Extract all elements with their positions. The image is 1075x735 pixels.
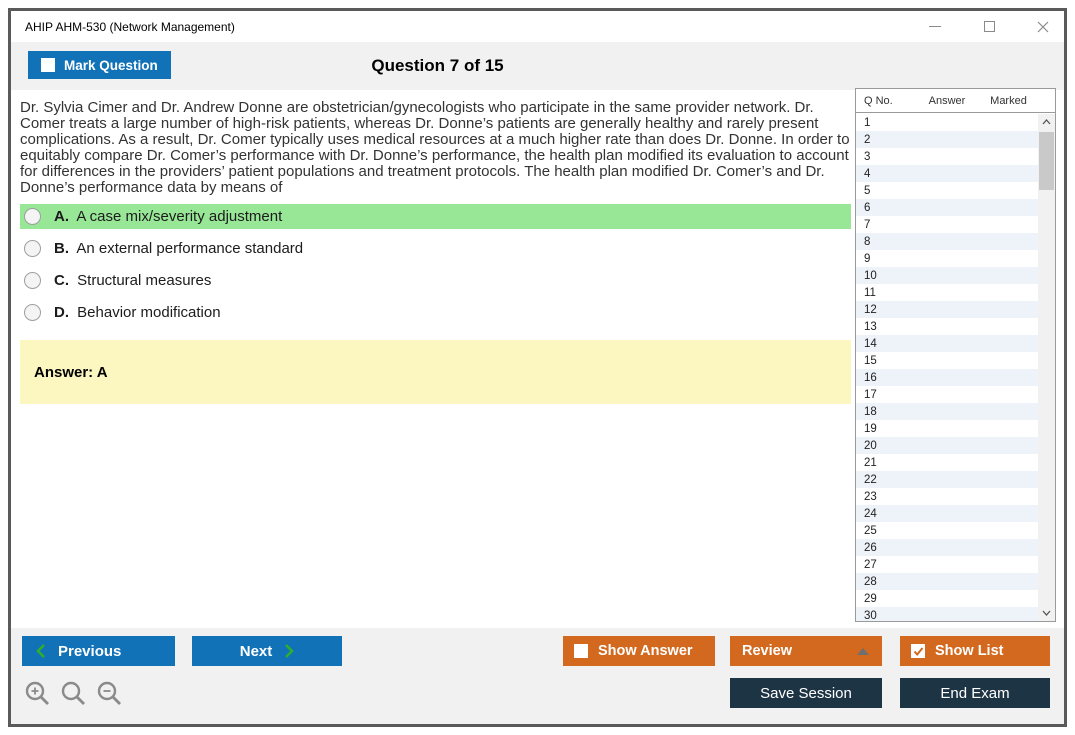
question-list-row[interactable] [856, 471, 1038, 488]
q-cell-no: 14 [864, 337, 877, 350]
question-counter: Question 7 of 15 [371, 56, 504, 75]
next-label: Next [239, 642, 273, 660]
q-cell-no: 21 [864, 456, 877, 469]
radio-button[interactable] [24, 304, 41, 321]
question-list-row[interactable] [856, 318, 1038, 335]
zoom-reset-icon[interactable] [60, 680, 87, 707]
question-list-row[interactable] [856, 131, 1038, 148]
q-cell-no: 2 [864, 133, 871, 146]
checkmark-icon [913, 646, 924, 657]
window-controls [928, 11, 1050, 42]
scroll-down-button[interactable] [1038, 605, 1055, 621]
show-list-button[interactable] [900, 636, 1050, 666]
end-exam-label: End Exam [940, 684, 1010, 702]
question-list-row[interactable] [856, 250, 1038, 267]
main-area [11, 90, 1064, 628]
q-cell-no: 27 [864, 558, 877, 571]
q-cell-no: 30 [864, 609, 877, 621]
previous-button[interactable] [22, 636, 175, 666]
column-header-answer: Answer [928, 94, 966, 107]
review-label: Review [742, 643, 792, 659]
q-cell-no: 3 [864, 150, 871, 163]
radio-button[interactable] [24, 240, 41, 257]
answer-option-b[interactable] [20, 236, 851, 261]
question-list-row[interactable] [856, 199, 1038, 216]
question-list-row[interactable] [856, 114, 1038, 131]
q-cell-no: 18 [864, 405, 877, 418]
column-header-qno: Q No. [864, 94, 893, 107]
scroll-up-icon [1042, 119, 1051, 125]
question-list-row[interactable] [856, 488, 1038, 505]
q-cell-no: 29 [864, 592, 877, 605]
question-header [11, 42, 1064, 90]
q-cell-no: 24 [864, 507, 877, 520]
answer-options [20, 204, 851, 325]
option-label: B. An external performance standard [54, 240, 304, 257]
answer-option-d[interactable] [20, 300, 851, 325]
q-cell-no: 6 [864, 201, 871, 214]
option-label: D. Behavior modification [54, 304, 221, 321]
answer-panel: Answer: A [20, 340, 851, 404]
option-label: C. Structural measures [54, 272, 212, 289]
footer-bar [11, 628, 1064, 724]
previous-label: Previous [58, 642, 122, 660]
question-list-row[interactable] [856, 216, 1038, 233]
question-list-row[interactable] [856, 403, 1038, 420]
question-list-header [856, 89, 1055, 113]
q-cell-no: 16 [864, 371, 877, 384]
window-title: AHIP AHM-530 (Network Management) [25, 19, 235, 34]
question-list-row[interactable] [856, 505, 1038, 522]
question-list-row[interactable] [856, 267, 1038, 284]
scroll-down-icon [1042, 610, 1051, 616]
mark-question-label: Mark Question [64, 57, 158, 73]
question-list-row[interactable] [856, 233, 1038, 250]
q-cell-no: 15 [864, 354, 877, 367]
close-button[interactable] [1036, 20, 1050, 34]
question-list-scrollbar[interactable] [1038, 114, 1055, 621]
q-cell-no: 9 [864, 252, 871, 265]
next-button[interactable] [192, 636, 342, 666]
question-text: Dr. Sylvia Cimer and Dr. Andrew Donne are obstetrician/gynecologists who participate in the same provider network. Dr. Comer treats a large number of high-risk patients, whereas Dr. Donne’s patients are generally healthy and rarely present complications. As a result, Dr. Comer typically uses medical resources at a much higher rate than does Dr. Donne. In order to equitably compare Dr. Comer’s performance with Dr. Donne’s performance, the health plan modified its evaluation to account for differences in the providers’ patient populations and treatment protocols. The health plan modified Dr. Comer’s and Dr. Donne’s performance data by means of [20, 99, 850, 196]
answer-option-c[interactable] [20, 268, 851, 293]
question-list-panel [855, 88, 1056, 622]
review-button[interactable] [730, 636, 882, 666]
q-cell-no: 23 [864, 490, 877, 503]
question-list-rows [856, 114, 1038, 621]
question-list-row[interactable] [856, 539, 1038, 556]
q-cell-no: 28 [864, 575, 877, 588]
question-list-row[interactable] [856, 369, 1038, 386]
end-exam-button[interactable] [900, 678, 1050, 708]
minimize-icon [929, 26, 941, 27]
question-list-row[interactable] [856, 556, 1038, 573]
zoom-tools [24, 680, 123, 707]
q-cell-no: 22 [864, 473, 877, 486]
show-list-checkbox[interactable] [911, 644, 925, 658]
option-label: A. A case mix/severity adjustment [54, 208, 283, 225]
chevron-right-icon [285, 644, 294, 658]
question-list-row[interactable] [856, 182, 1038, 199]
q-cell-no: 25 [864, 524, 877, 537]
question-list-row[interactable] [856, 607, 1038, 621]
q-cell-no: 8 [864, 235, 871, 248]
q-cell-no: 26 [864, 541, 877, 554]
title-bar [11, 11, 1064, 42]
question-list-row[interactable] [856, 590, 1038, 607]
question-list-row[interactable] [856, 165, 1038, 182]
q-cell-no: 17 [864, 388, 877, 401]
scroll-up-button[interactable] [1038, 114, 1055, 130]
q-cell-no: 12 [864, 303, 877, 316]
save-session-button[interactable] [730, 678, 882, 708]
mark-question-button[interactable] [28, 51, 171, 79]
save-session-label: Save Session [760, 684, 852, 702]
chevron-left-icon [36, 644, 45, 658]
question-list-row[interactable] [856, 522, 1038, 539]
show-list-label: Show List [935, 643, 1004, 659]
radio-button[interactable] [24, 208, 41, 225]
question-list-row[interactable] [856, 301, 1038, 318]
maximize-icon [984, 21, 995, 32]
question-list-row[interactable] [856, 573, 1038, 590]
app-window [8, 8, 1067, 727]
q-cell-no: 10 [864, 269, 877, 282]
question-content [20, 90, 851, 404]
question-list-row[interactable] [856, 352, 1038, 369]
q-cell-no: 19 [864, 422, 877, 435]
q-cell-no: 5 [864, 184, 871, 197]
question-list-row[interactable] [856, 335, 1038, 352]
q-cell-no: 4 [864, 167, 871, 180]
mark-question-checkbox[interactable] [41, 58, 55, 72]
q-cell-no: 1 [864, 116, 871, 129]
q-cell-no: 11 [864, 286, 876, 299]
maximize-button[interactable] [982, 20, 996, 34]
question-list-row[interactable] [856, 386, 1038, 403]
zoom-out-icon[interactable] [96, 680, 123, 707]
column-header-marked: Marked [990, 94, 1027, 107]
close-icon [1037, 21, 1049, 33]
question-list-row[interactable] [856, 437, 1038, 454]
q-cell-no: 7 [864, 218, 871, 231]
show-answer-button[interactable] [563, 636, 715, 666]
show-answer-label: Show Answer [598, 643, 693, 659]
question-list-row[interactable] [856, 420, 1038, 437]
zoom-in-icon[interactable] [24, 680, 51, 707]
show-answer-checkbox[interactable] [574, 644, 588, 658]
scrollbar-thumb[interactable] [1039, 132, 1054, 190]
question-list-row[interactable] [856, 454, 1038, 471]
radio-button[interactable] [24, 272, 41, 289]
dropdown-up-icon [857, 648, 869, 655]
q-cell-no: 20 [864, 439, 877, 452]
question-list-row[interactable] [856, 148, 1038, 165]
q-cell-no: 13 [864, 320, 877, 333]
minimize-button[interactable] [928, 20, 942, 34]
question-list-row[interactable] [856, 284, 1038, 301]
answer-option-a[interactable] [20, 204, 851, 229]
